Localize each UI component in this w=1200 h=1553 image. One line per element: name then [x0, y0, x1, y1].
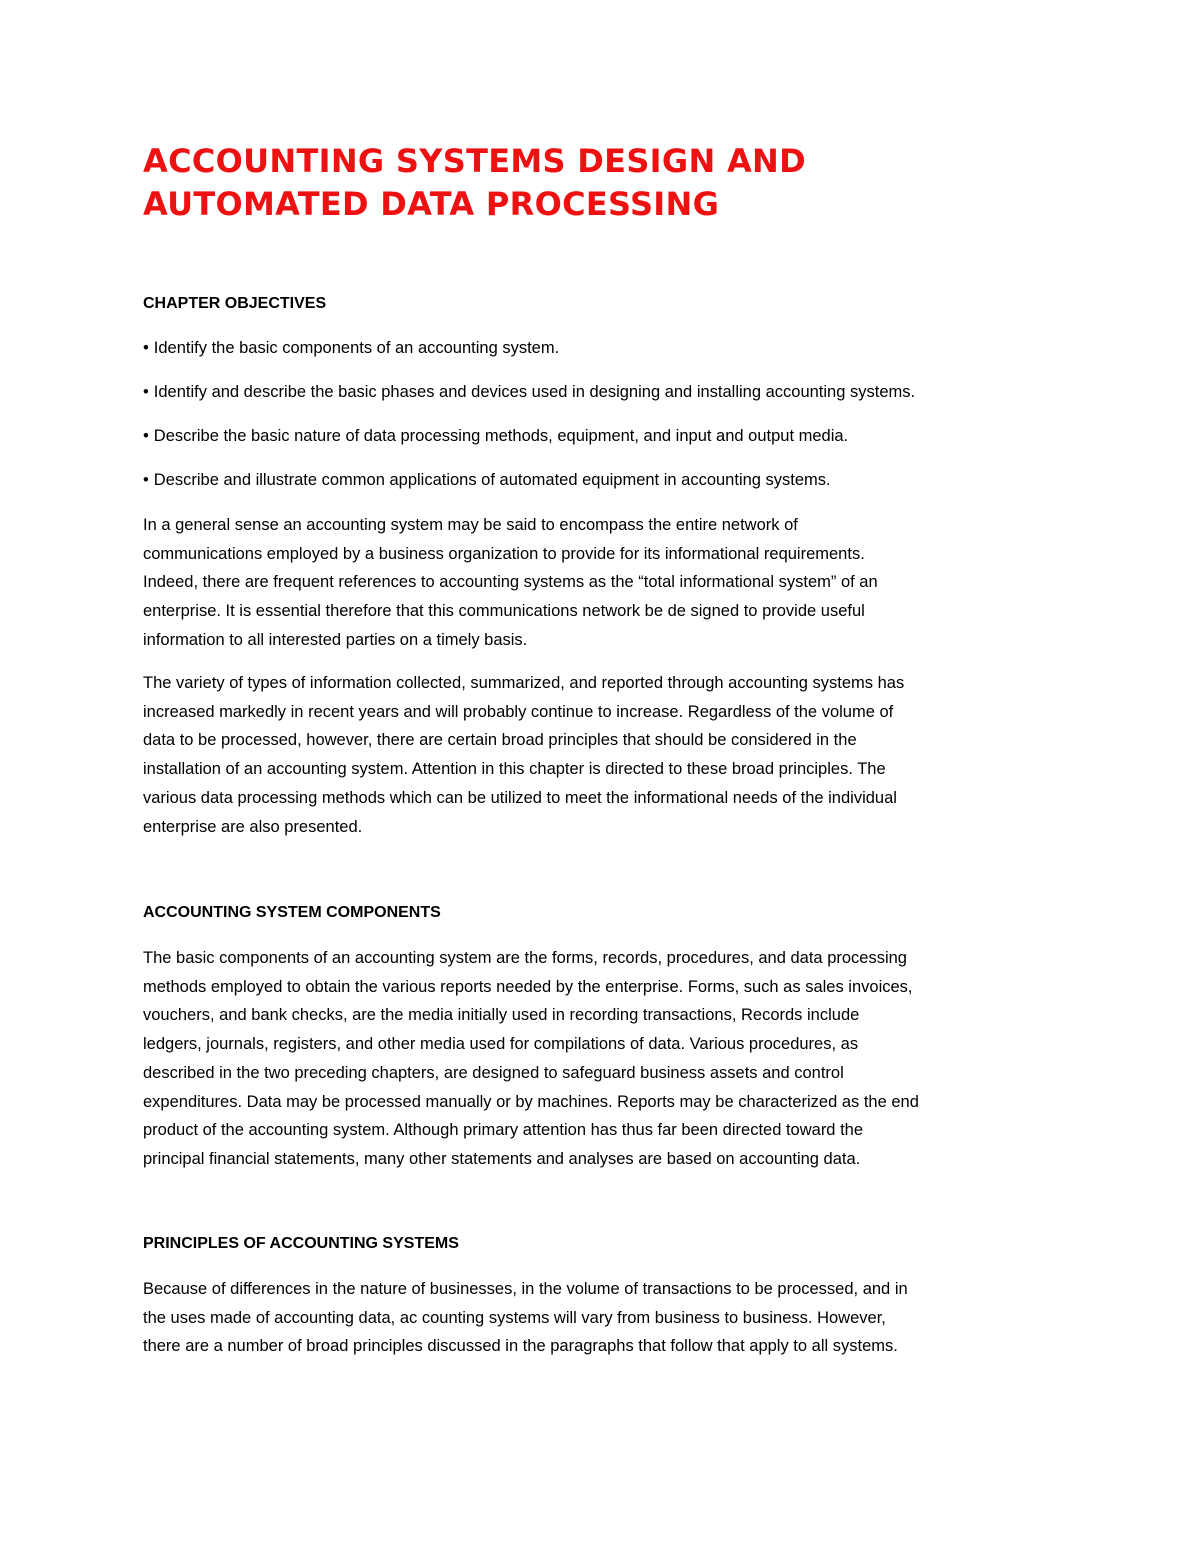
chapter-objectives-heading: CHAPTER OBJECTIVES [143, 295, 327, 312]
document-title [143, 140, 1103, 226]
list-item: • Describe the basic nature of data processing methods, equipment, and input and output media. [143, 427, 849, 445]
bullet-icon: • [143, 383, 149, 401]
bullet-icon: • [143, 427, 149, 445]
components-paragraph: The basic components of an accounting system are the forms, records, procedures, and data processing methods employed to obtain the various reports needed by the enterprise. Forms, such as sales invoices, vouchers, and bank checks, are the media initially used in recording transactions, Records include ledgers, journals, registers, and other media used for compilations of data. Various procedures, as described in the two preceding chapters, are designed to safeguard business assets and control expenditures. Data may be processed manually or by machines. Reports may be characterized as the end product of the accounting system. Although primary attention has thus far been directed toward the principal financial statements, many other statements and analyses are based on accounting data. [143, 949, 919, 1168]
bullet-icon: • [143, 339, 149, 357]
title-line-1: ACCOUNTING SYSTEMS DESIGN AND [143, 142, 806, 180]
intro-paragraph-1: In a general sense an accounting system may be said to encompass the entire network of communications employed by a business organization to provide for its informational requirements. Indeed, there are frequent references to accounting systems as the “total informational system” of an enterprise. It is essential therefore that this communications network be de signed to provide useful information to all interested parties on a timely basis. [143, 516, 878, 649]
objectives-list [143, 337, 1103, 513]
bullet-icon: • [143, 471, 149, 489]
intro-paragraph-2: The variety of types of information collected, summarized, and reported through accounting systems has increased markedly in recent years and will probably continue to increase. Regardless of the volume of data to be processed, however, there are certain broad principles that should be considered in the installation of an accounting system. Attention in this chapter is directed to these broad principles. The various data processing methods which can be utilized to meet the informational needs of the individual enterprise are also presented. [143, 674, 905, 836]
principles-heading: PRINCIPLES OF ACCOUNTING SYSTEMS [143, 1235, 459, 1252]
list-item: • Describe and illustrate common applications of automated equipment in accounting systems. [143, 471, 831, 489]
principles-paragraph: Because of differences in the nature of businesses, in the volume of transactions to be processed, and in the uses made of accounting data, ac counting systems will vary from business to business. However, there are a number of broad principles discussed in the paragraphs that follow that apply to all systems. [143, 1280, 908, 1356]
list-item: • Identify the basic components of an accounting system. [143, 339, 560, 357]
title-line-2: AUTOMATED DATA PROCESSING [143, 185, 720, 223]
list-item: • Identify and describe the basic phases and devices used in designing and installing accounting systems. [143, 383, 916, 401]
components-heading: ACCOUNTING SYSTEM COMPONENTS [143, 904, 441, 921]
